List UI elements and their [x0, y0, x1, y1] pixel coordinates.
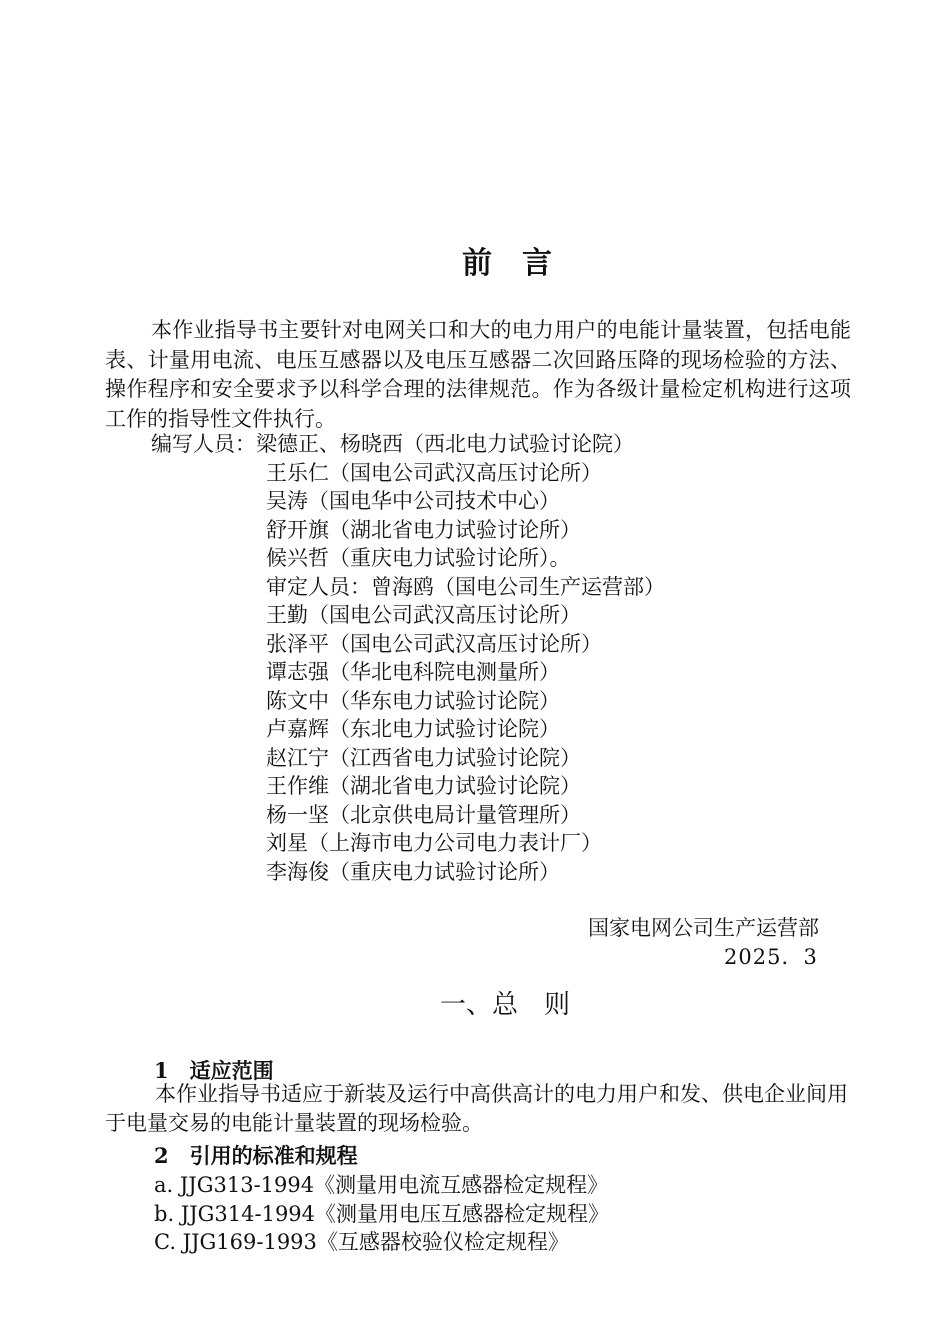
reviewer-name: 李海俊（重庆电力试验讨论所）: [266, 860, 560, 884]
scope-heading: 1 适应范围: [154, 1058, 274, 1083]
refs-heading: 2 引用的标准和规程: [154, 1143, 358, 1168]
editor-name: 候兴哲（重庆电力试验讨论所）。: [266, 546, 571, 570]
reviewer-name: 谭志强（华北电科院电测量所）: [266, 660, 560, 684]
issuer: 国家电网公司生产运营部: [588, 916, 819, 940]
reviewer-name: 陈文中（华东电力试验讨论院）: [266, 689, 560, 713]
reference-item: b. JJG314-1994《测量用电压互感器检定规程》: [154, 1202, 610, 1226]
reviewer-name: 王作维（湖北省电力试验讨论院）: [266, 774, 581, 798]
issue-date: 2025．3: [724, 945, 818, 969]
reference-item: C. JJG169-1993《互感器校验仪检定规程》: [154, 1230, 569, 1254]
editors-line: 编写人员：梁德正、杨晓西（西北电力试验讨论院）: [151, 432, 634, 456]
preface-title: 前 言: [462, 246, 552, 281]
reviewer-name: 王勤（国电公司武汉高压讨论所）: [266, 603, 581, 627]
reviewer-name: 张泽平（国电公司武汉高压讨论所）: [266, 632, 602, 656]
reviewer-name: 杨一坚（北京供电局计量管理所）: [266, 803, 581, 827]
scope-text: 本作业指导书适应于新装及运行中高供高计的电力用户和发、供电企业间用于电量交易的电能计量装置的现场检验。: [105, 1082, 848, 1135]
reviewer-name: 赵江宁（江西省电力试验讨论院）: [266, 746, 581, 770]
editor-name: 吴涛（国电华中公司技术中心）: [266, 489, 560, 513]
reviewers-line: 审定人员：曾海鸥（国电公司生产运营部）: [266, 575, 665, 599]
reference-item: a. JJG313-1994《测量用电流互感器检定规程》: [154, 1173, 609, 1197]
editor-name: 王乐仁（国电公司武汉高压讨论所）: [266, 461, 602, 485]
preface-paragraph: 本作业指导书主要针对电网关口和大的电力用户的电能计量装置，包括电能表、计量用电流、电压互感器以及电压互感器二次回路压降的现场检验的方法、操作程序和安全要求予以科学合理的法律规范。作为各级计量检定机构进行这项工作的指导性文件执行。: [105, 318, 851, 431]
editor-name: 舒开旗（湖北省电力试验讨论所）: [266, 518, 581, 542]
section-title: 一、总 则: [439, 990, 570, 1020]
reviewer-name: 刘星（上海市电力公司电力表计厂）: [266, 831, 602, 855]
reviewer-name: 卢嘉辉（东北电力试验讨论院）: [266, 717, 560, 741]
